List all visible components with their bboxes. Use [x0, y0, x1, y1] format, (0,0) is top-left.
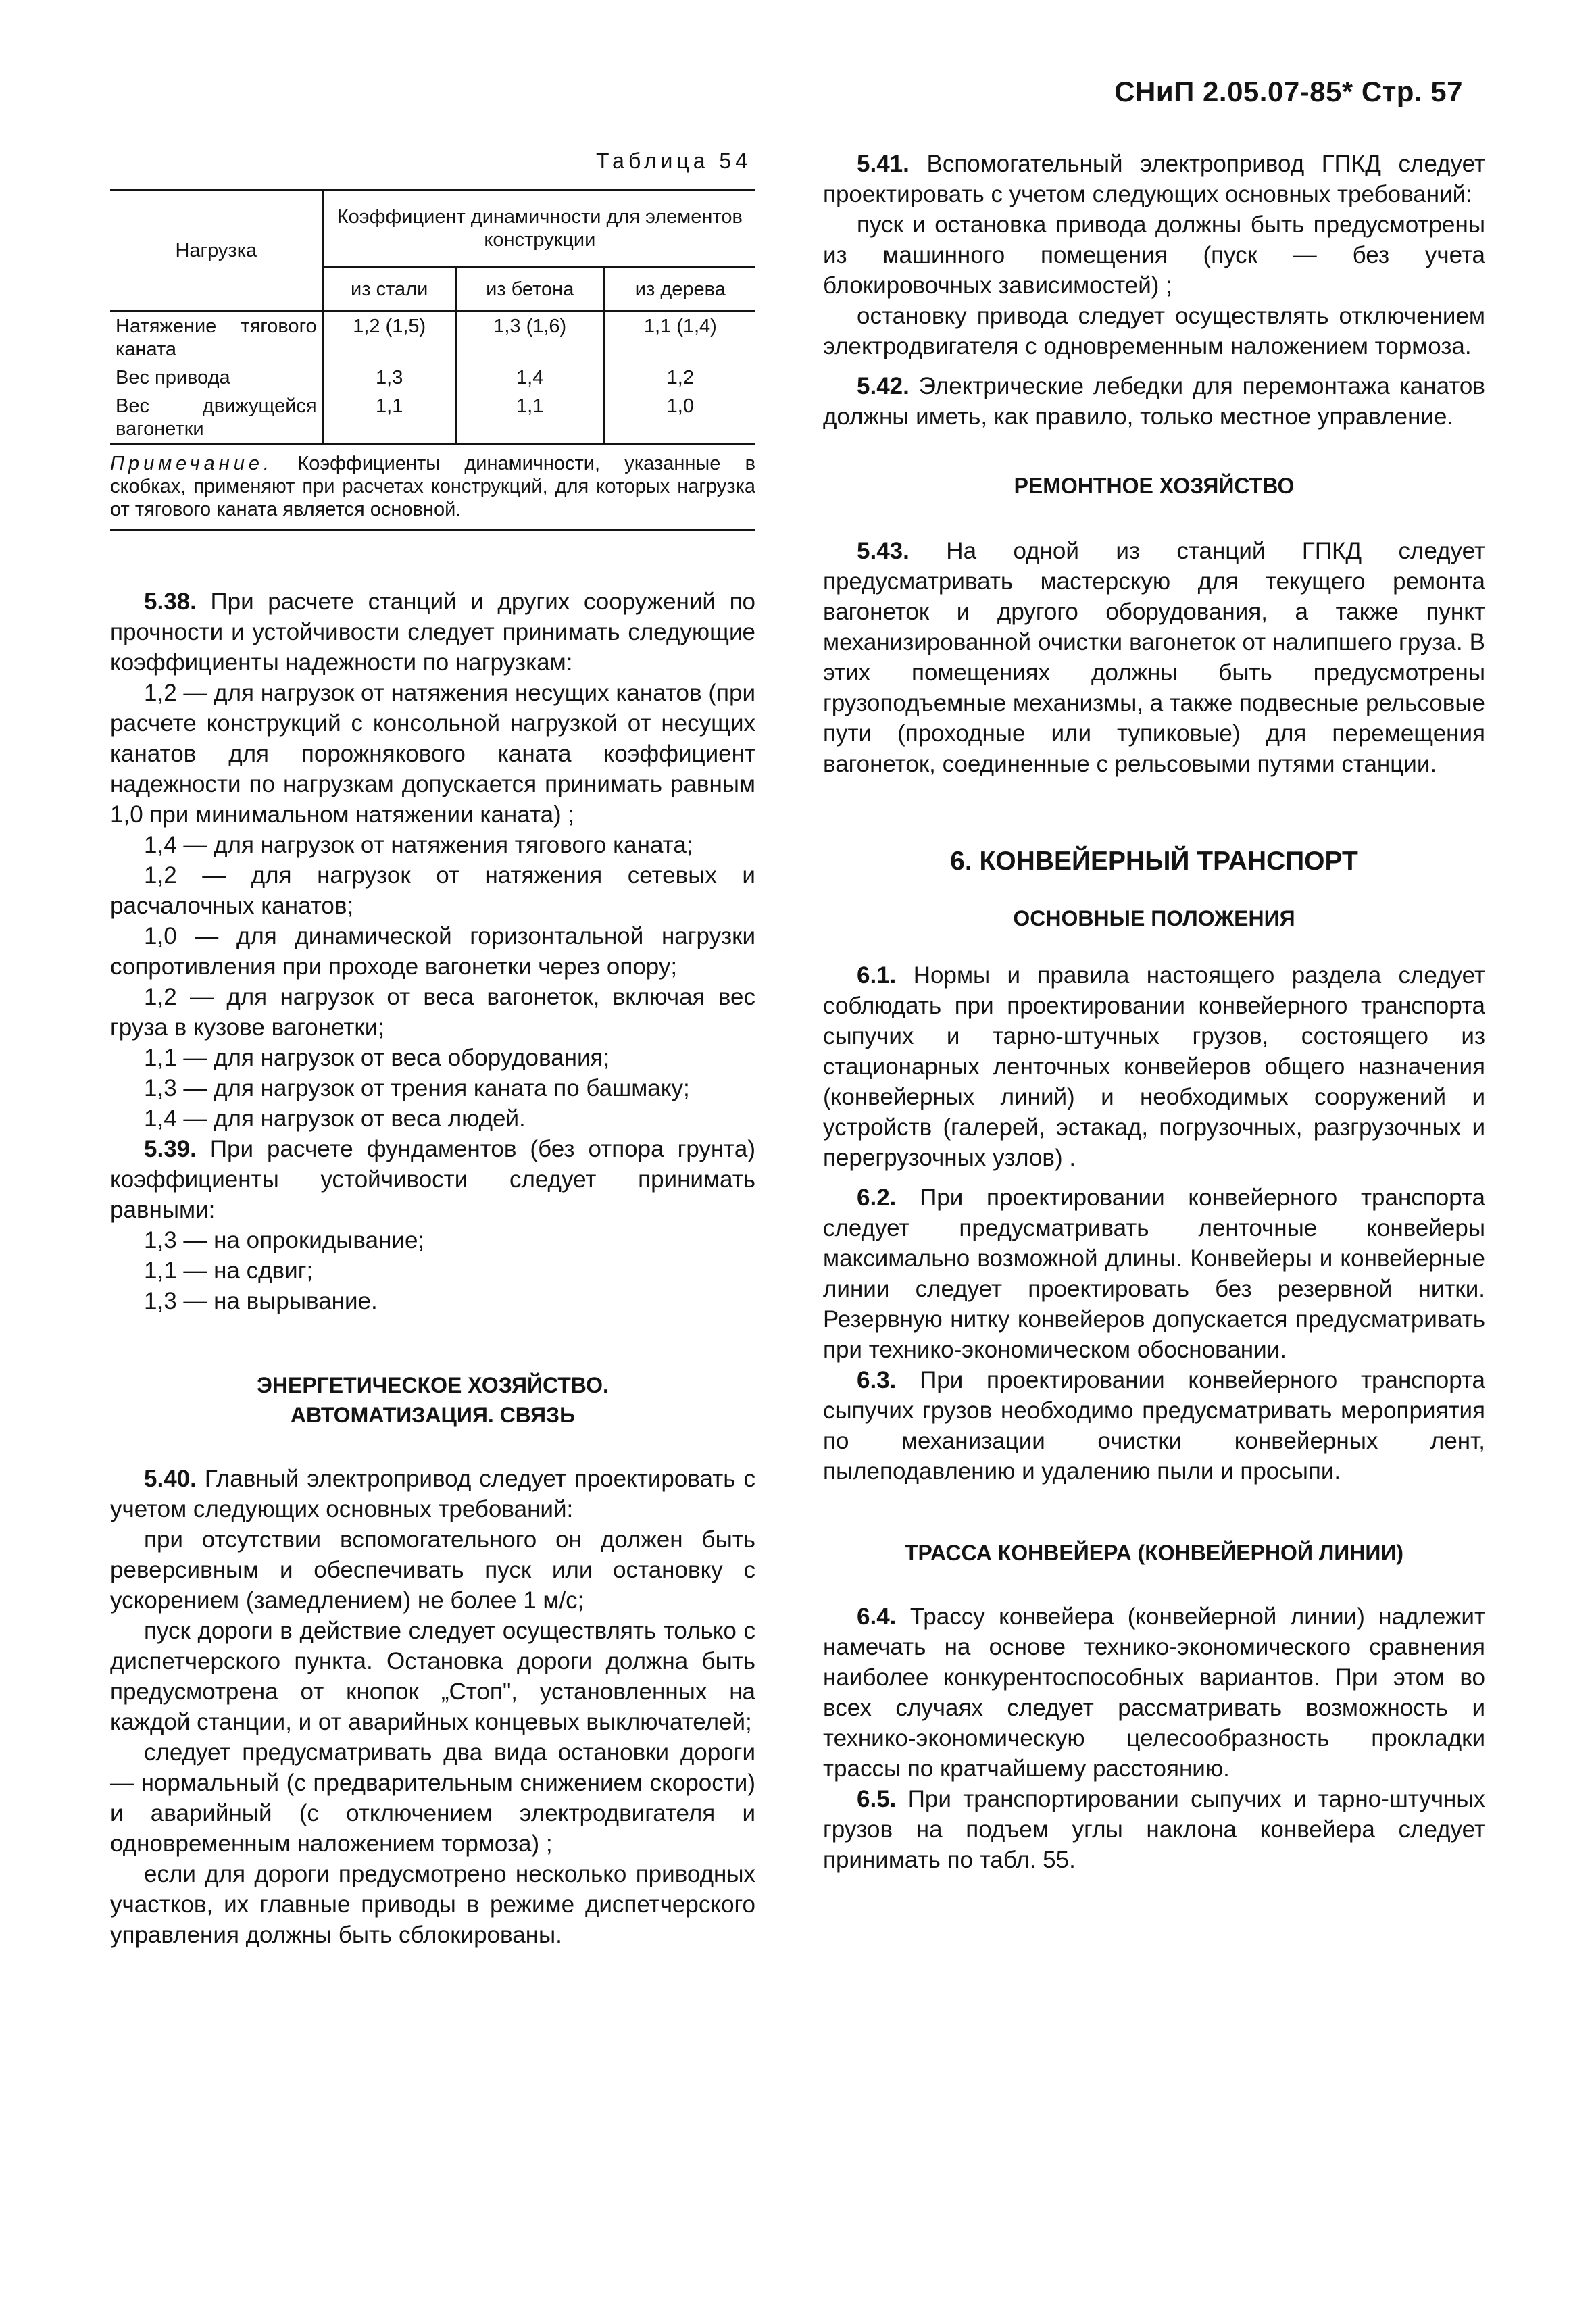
- paragraph-text: При транспортировании сыпучих и тарно-штучных грузов на подъем углы наклона конвейера следует принимать по табл. 55.: [823, 1786, 1486, 1873]
- table-54: [110, 189, 755, 445]
- paragraph-text: Вспомогательный электропривод ГПКД следует проектировать с учетом следующих основных требований:: [823, 151, 1485, 207]
- list-item: пуск и остановка привода должны быть предусмотрены из машинного помещения (пуск — без учета блокировочных зависимостей) ;: [823, 211, 1485, 299]
- list-item: 1,2 — для нагрузок от натяжения несущих канатов (при расчете конструкций с консольной нагрузкой от несущих канатов для порожнякового каната коэффициент надежности по нагрузкам допускается принимать равным 1,0 при минимальном натяжении каната) ;: [110, 680, 755, 828]
- paragraph-text: На одной из станций ГПКД следует предусматривать мастерскую для текущего ремонта вагонеток и другого оборудования, а также пункт механизированной очистки вагонеток от налипшего груза. В этих помещениях должны быть предусмотрены грузоподъемные механизмы, а также подвесные рельсовые пути (проходные или тупиковые) для перемещения вагонеток, соединенные с рельсовыми путями станции.: [823, 538, 1485, 777]
- paragraph-number: 5.41.: [857, 151, 909, 177]
- list-item: 1,4 — для нагрузок от натяжения тягового каната;: [144, 832, 693, 858]
- chapter-heading-conveyor: 6. КОНВЕЙЕРНЫЙ ТРАНСПОРТ: [950, 847, 1358, 876]
- paragraph-5-40: [110, 1464, 755, 1524]
- page-header: СНиП 2.05.07-85* Стр. 57: [1114, 76, 1463, 107]
- list-item: при отсутствии вспомогательного он должен быть реверсивным и обеспечивать пуск или остановку с ускорением (замедлением) не более 1 м/с;: [110, 1526, 755, 1614]
- table-note: [110, 445, 755, 531]
- list-item: 1,2 — для нагрузок от натяжения сетевых и расчалочных канатов;: [110, 862, 755, 919]
- value-wood: 1,0: [604, 392, 755, 445]
- value-concrete: 1,3 (1,6): [455, 312, 604, 364]
- value-wood: 1,1 (1,4): [604, 312, 755, 364]
- row-name: Вес движущейся вагонетки: [110, 392, 323, 445]
- paragraph-5-41: [823, 149, 1485, 209]
- note-label: Примечание.: [110, 453, 274, 474]
- value-steel: 1,3: [323, 364, 455, 392]
- paragraph-number: 6.2.: [857, 1185, 897, 1211]
- paragraph-text: При проектировании конвейерного транспорта сыпучих грузов необходимо предусматривать мероприятия по механизации очистки конвейерных лент, пылеподавлению и удалению пыли и просыпи.: [823, 1367, 1485, 1485]
- paragraph-text: При проектировании конвейерного транспорта следует предусматривать ленточные конвейеры максимально возможной длины. Конвейеры и конвейерные линии следует проектировать без резервной нитки. Резервную нитку конвейеров допускается предусматривать при технико-экономическом обосновании.: [823, 1185, 1485, 1363]
- paragraph-text: При расчете фундаментов (без отпора грунта) коэффициенты устойчивости следует принимать равными:: [110, 1136, 755, 1223]
- note-text: Коэффициенты динамичности, указанные в скобках, применяют при расчетах конструкций, для которых нагрузка от тягового каната является основной.: [110, 453, 756, 520]
- list-item: остановку привода следует осуществлять отключением электродвигателя с одновременным наложением тормоза.: [823, 303, 1485, 359]
- paragraph-number: 6.3.: [857, 1367, 897, 1393]
- section-heading-route: ТРАССА КОНВЕЙЕРА (КОНВЕЙЕРНОЙ ЛИНИИ): [904, 1541, 1404, 1565]
- value-steel: 1,2 (1,5): [323, 312, 455, 364]
- paragraph-5-42: [823, 371, 1485, 432]
- paragraph-number: 5.39.: [144, 1136, 197, 1162]
- left-column: [110, 149, 755, 1950]
- list-item: 1,3 — на опрокидывание;: [144, 1227, 425, 1253]
- value-steel: 1,1: [323, 392, 455, 445]
- table-row: [110, 312, 755, 364]
- paragraph-text: Электрические лебедки для перемонтажа канатов должны иметь, как правило, только местное управление.: [823, 373, 1485, 430]
- col-header-steel: из стали: [323, 268, 455, 312]
- section-heading-energy: ЭНЕРГЕТИЧЕСКОЕ ХОЗЯЙСТВО.: [257, 1373, 609, 1397]
- section-heading-basic: ОСНОВНЫЕ ПОЛОЖЕНИЯ: [1013, 906, 1295, 930]
- paragraph-number: 6.1.: [857, 962, 897, 989]
- list-item: 1,1 — на сдвиг;: [144, 1258, 314, 1284]
- paragraph-number: 5.40.: [144, 1466, 197, 1492]
- col-header-group: Коэффициент динамичности для элементов конструкции: [323, 190, 755, 268]
- value-concrete: 1,4: [455, 364, 604, 392]
- list-item: 1,0 — для динамической горизонтальной нагрузки сопротивления при проходе вагонетки через опору;: [110, 923, 755, 980]
- list-item: если для дороги предусмотрено несколько приводных участков, их главные приводы в режиме диспетчерского управления должны быть сблокированы.: [110, 1861, 755, 1948]
- list-item: 1,1 — для нагрузок от веса оборудования;: [144, 1045, 610, 1071]
- paragraph-5-43: [823, 536, 1485, 779]
- paragraph-number: 5.43.: [857, 538, 909, 564]
- paragraph-text: При расчете станций и других сооружений по прочности и устойчивости следует принимать следующие коэффициенты надежности по нагрузкам:: [110, 589, 755, 676]
- col-header-load: Нагрузка: [110, 190, 323, 312]
- right-column: [823, 149, 1485, 1875]
- paragraph-6-3: [823, 1365, 1485, 1487]
- paragraph-number: 5.38.: [144, 589, 197, 615]
- row-name: Натяжение тягового каната: [116, 316, 317, 360]
- list-item: следует предусматривать два вида остановки дороги — нормальный (с предварительным снижением скорости) и аварийный (с отключением электродвигателя и одновременным наложением тормоза) ;: [110, 1739, 755, 1857]
- paragraph-text: Трассу конвейера (конвейерной линии) надлежит намечать на основе технико-экономического сравнения наиболее конкурентоспособных вариантов. При этом во всех случаях следует рассматривать возможность и технико-экономическую целесообразность прокладки трассы по кратчайшему расстоянию.: [823, 1603, 1485, 1782]
- paragraph-6-5: [823, 1784, 1485, 1875]
- list-item: 1,2 — для нагрузок от веса вагонеток, включая вес груза в кузове вагонетки;: [110, 984, 755, 1041]
- value-concrete: 1,1: [455, 392, 604, 445]
- paragraph-text: Главный электропривод следует проектировать с учетом следующих основных требований:: [110, 1466, 755, 1522]
- paragraph-6-4: [823, 1601, 1485, 1784]
- paragraph-number: 6.5.: [857, 1786, 897, 1812]
- list-item: пуск дороги в действие следует осуществлять только с диспетчерского пункта. Остановка дороги должна быть предусмотрена от кнопок „Стоп", установленных на каждой станции, и от аварийных концевых выключателей;: [110, 1618, 755, 1735]
- paragraph-number: 6.4.: [857, 1603, 897, 1630]
- table-caption: Таблица 54: [596, 149, 751, 173]
- row-name: Вес привода: [116, 367, 230, 389]
- col-header-wood: из дерева: [604, 268, 755, 312]
- list-item: 1,3 — для нагрузок от трения каната по башмаку;: [144, 1075, 690, 1101]
- paragraph-5-39: [110, 1134, 755, 1225]
- paragraph-5-38: [110, 587, 755, 678]
- paragraph-number: 5.42.: [857, 373, 909, 399]
- col-header-concrete: из бетона: [455, 268, 604, 312]
- list-item: 1,3 — на вырывание.: [144, 1288, 378, 1314]
- list-item: 1,4 — для нагрузок от веса людей.: [144, 1105, 526, 1132]
- table-row: [110, 392, 755, 445]
- value-wood: 1,2: [604, 364, 755, 392]
- paragraph-6-1: [823, 960, 1485, 1173]
- table-row: [110, 364, 755, 392]
- section-heading-repair: РЕМОНТНОЕ ХОЗЯЙСТВО: [1014, 474, 1295, 498]
- paragraph-6-2: [823, 1183, 1485, 1365]
- paragraph-text: Нормы и правила настоящего раздела следует соблюдать при проектировании конвейерного транспорта сыпучих и тарно-штучных грузов, состоящего из стационарных ленточных конвейеров общего назначения (конвейерных линий) и необходимых сооружений и устройств (галерей, эстакад, погрузочных, разгрузочных и перегрузочных узлов) .: [823, 962, 1485, 1171]
- section-heading-automation: АВТОМАТИЗАЦИЯ. СВЯЗЬ: [290, 1403, 576, 1427]
